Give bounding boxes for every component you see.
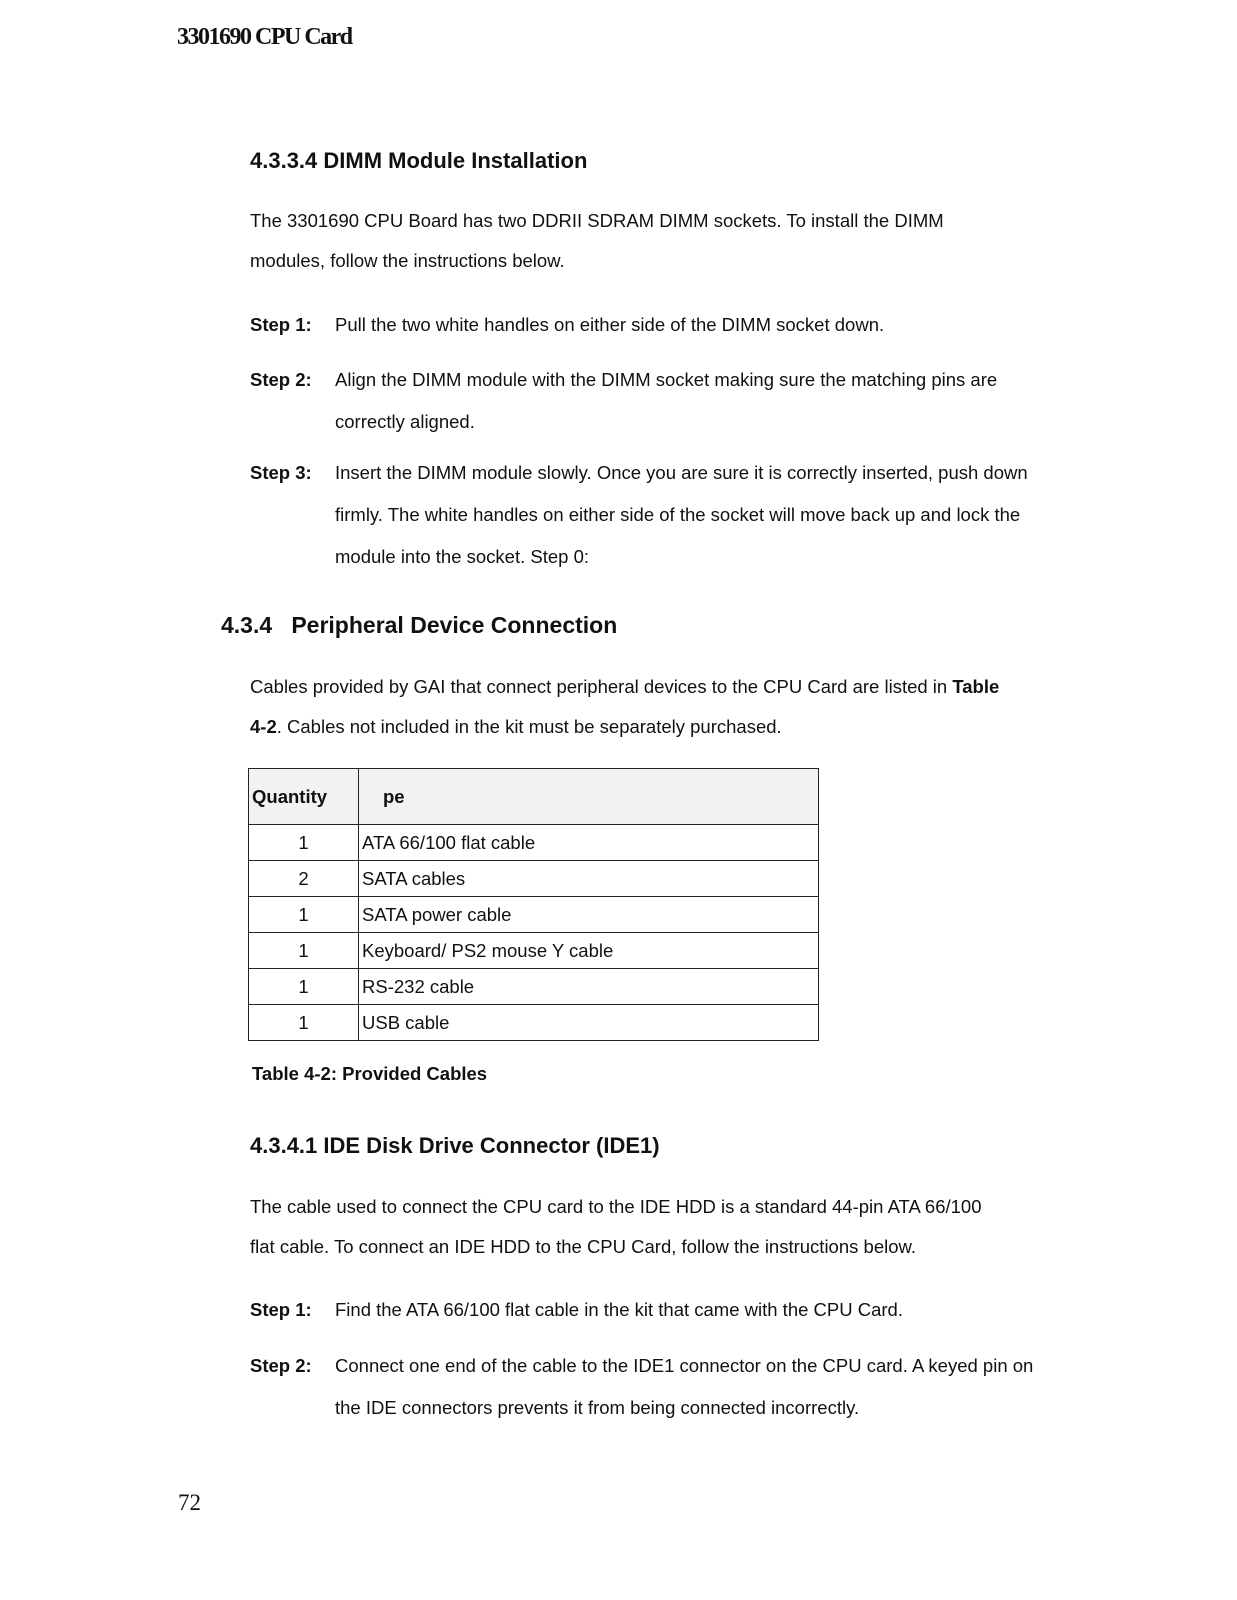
table-cell-item: USB cable xyxy=(359,1005,819,1041)
table-cell-item: Keyboard/ PS2 mouse Y cable xyxy=(359,933,819,969)
section-heading-peripheral: 4.3.4 Peripheral Device Connection xyxy=(221,612,618,638)
table-cell-item: RS-232 cable xyxy=(359,969,819,1005)
table-row xyxy=(249,825,819,861)
table-header-row xyxy=(249,769,819,825)
ide-intro-line-1: The cable used to connect the CPU card to the IDE HDD is a standard 44-pin ATA 66/100 xyxy=(250,1196,982,1217)
column-header-quantity: Quantity xyxy=(249,769,359,825)
peripheral-intro xyxy=(250,667,1050,747)
peripheral-intro-text: Cables provided by GAI that connect peripheral devices to the CPU Card are listed in xyxy=(250,676,953,697)
table-reference-number: 4-2 xyxy=(250,716,277,737)
table-caption: Table 4-2: Provided Cables xyxy=(252,1063,488,1084)
table-reference-word: Table xyxy=(952,676,1000,697)
ide-step-2-text: Connect one end of the cable to the IDE1 connector on the CPU card. A keyed pin on the IDE connectors prevents it from being connected incorrectly. xyxy=(335,1355,1034,1418)
table-cell-item: SATA cables xyxy=(359,861,819,897)
table-row xyxy=(249,969,819,1005)
dimm-step-1-label: Step 1: xyxy=(250,314,312,335)
running-header: 3301690 CPU Card xyxy=(177,24,352,50)
ide-step-2-label: Step 2: xyxy=(250,1355,312,1376)
table-cell-item: ATA 66/100 flat cable xyxy=(359,825,819,861)
table-row xyxy=(249,897,819,933)
table-cell-quantity: 1 xyxy=(249,825,359,861)
dimm-step-2-text: Align the DIMM module with the DIMM socket making sure the matching pins are correctly aligned. xyxy=(335,369,998,432)
table-cell-quantity: 1 xyxy=(249,897,359,933)
provided-cables-table xyxy=(248,768,819,1041)
table-cell-quantity: 2 xyxy=(249,861,359,897)
table-row xyxy=(249,861,819,897)
page-number: 72 xyxy=(178,1490,201,1515)
dimm-intro-line-2: modules, follow the instructions below. xyxy=(250,250,565,271)
table-cell-item: SATA power cable xyxy=(359,897,819,933)
peripheral-intro-tail: . Cables not included in the kit must be separately purchased. xyxy=(276,716,782,737)
table-cell-quantity: 1 xyxy=(249,933,359,969)
dimm-step-1-text: Pull the two white handles on either side of the DIMM socket down. xyxy=(335,314,885,335)
dimm-step-3-text: Insert the DIMM module slowly. Once you are sure it is correctly inserted, push down firmly. The white handles on either side of the socket will move back up and lock the module into the socket. Step 0: xyxy=(335,462,1028,567)
section-heading-dimm: 4.3.3.4 DIMM Module Installation xyxy=(250,148,588,173)
ide-intro xyxy=(250,1187,1050,1267)
section-heading-ide: 4.3.4.1 IDE Disk Drive Connector (IDE1) xyxy=(250,1133,660,1158)
ide-step-1-text: Find the ATA 66/100 flat cable in the kit that came with the CPU Card. xyxy=(335,1299,903,1320)
dimm-intro-line-1: The 3301690 CPU Board has two DDRII SDRAM DIMM sockets. To install the DIMM xyxy=(250,210,944,231)
dimm-step-2-label: Step 2: xyxy=(250,369,312,390)
ide-step-1-label: Step 1: xyxy=(250,1299,312,1320)
dimm-intro xyxy=(250,201,1050,281)
column-header-type: pe xyxy=(359,769,819,825)
table-row xyxy=(249,1005,819,1041)
table-cell-quantity: 1 xyxy=(249,969,359,1005)
table-cell-quantity: 1 xyxy=(249,1005,359,1041)
table-row xyxy=(249,933,819,969)
ide-intro-line-2: flat cable. To connect an IDE HDD to the CPU Card, follow the instructions below. xyxy=(250,1236,916,1257)
dimm-step-3-label: Step 3: xyxy=(250,462,312,483)
